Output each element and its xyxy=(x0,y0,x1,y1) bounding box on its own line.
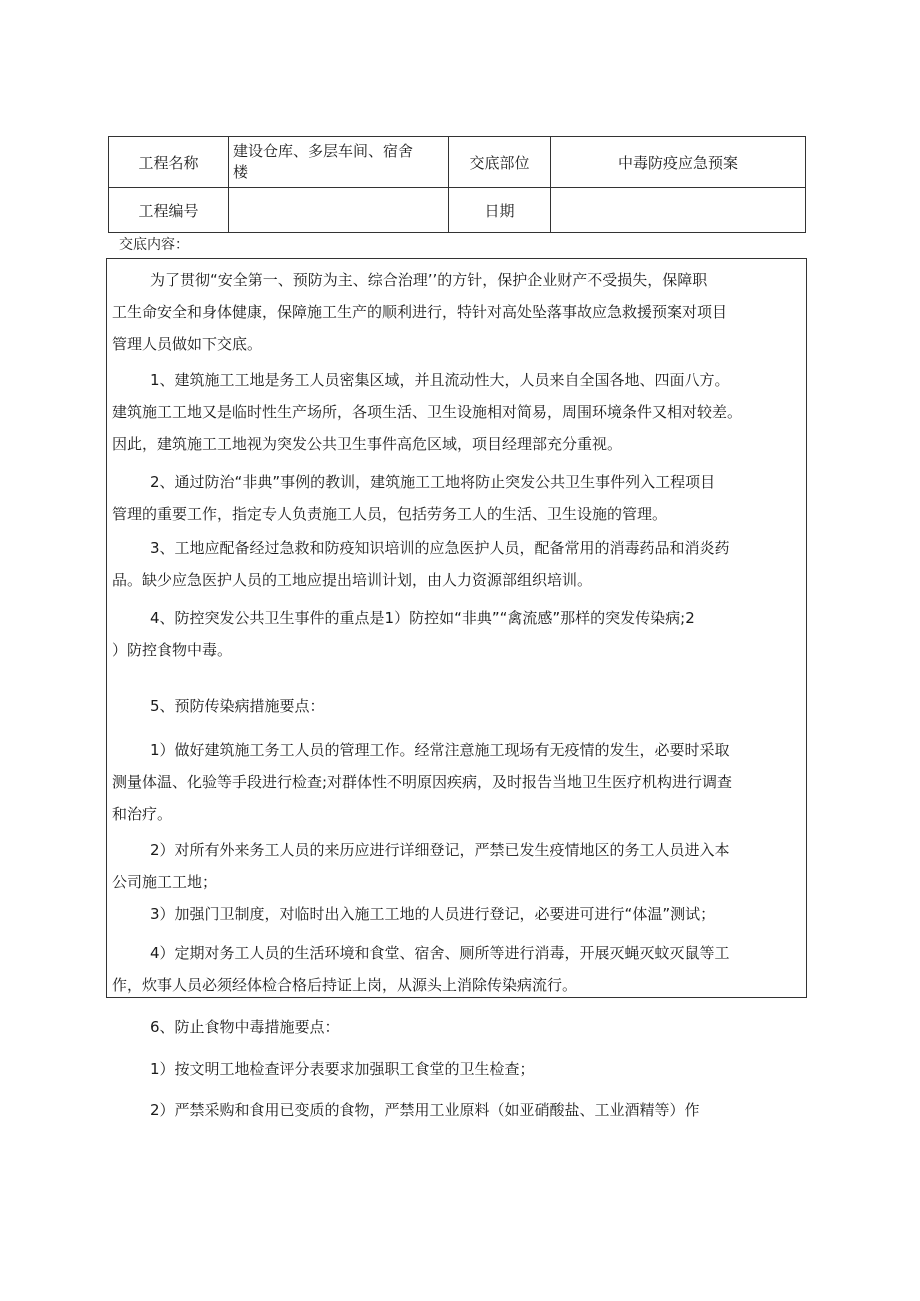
date-value xyxy=(551,188,806,233)
paragraph-line: 测量体温、化验等手段进行检查;对群体性不明原因疾病，及时报告当地卫生医疗机构进行调查 xyxy=(112,773,733,791)
paragraph-line: 1）做好建筑施工务工人员的管理工作。经常注意施工现场有无疫情的发生，必要时采取 xyxy=(150,741,730,759)
paragraph-line: 公司施工工地； xyxy=(112,873,218,891)
paragraph-line: 1）按文明工地检查评分表要求加强职工食堂的卫生检查； xyxy=(150,1060,535,1078)
paragraph xyxy=(112,898,807,930)
paragraph-line: 4）定期对务工人员的生活环境和食堂、宿舍、厕所等进行消毒，开展灭蝇灭蚊灭鼠等工 xyxy=(150,944,730,962)
paragraph xyxy=(112,1094,807,1126)
paragraph-line: 5、预防传染病措施要点： xyxy=(150,697,325,715)
project-name-line-1: 建设仓库、多层车间、宿舍 xyxy=(233,142,414,160)
paragraph-line: 4、防控突发公共卫生事件的重点是1）防控如“非典”“禽流感”那样的突发传染病;2 xyxy=(150,609,695,627)
project-number-label: 工程编号 xyxy=(109,188,229,233)
handover-content-label: 交底内容： xyxy=(119,237,189,253)
paragraph xyxy=(112,264,807,360)
paragraph-line: 1、建筑施工工地是务工人员密集区域，并且流动性大，人员来自全国各地、四面八方。 xyxy=(150,371,730,389)
paragraph-line: ）防控食物中毒。 xyxy=(112,641,233,659)
paragraph xyxy=(112,690,807,722)
paragraph xyxy=(112,602,807,666)
header-row-1 xyxy=(109,137,806,188)
project-name-label: 工程名称 xyxy=(109,137,229,188)
paragraph xyxy=(112,1053,807,1085)
paragraph xyxy=(112,532,807,596)
project-name-value xyxy=(229,137,449,188)
paragraph-line: 工生命安全和身体健康，保障施工生产的顺利进行，特针对高处坠落事故应急救援预案对项目 xyxy=(112,303,728,321)
project-number-value xyxy=(229,188,449,233)
paragraph xyxy=(112,1011,807,1043)
paragraph-line: 管理人员做如下交底。 xyxy=(112,335,263,353)
paragraph-line: 3、工地应配备经过急救和防疫知识培训的应急医护人员，配备常用的消毒药品和消炎药 xyxy=(150,539,730,557)
paragraph-line: 3）加强门卫制度，对临时出入施工工地的人员进行登记，必要进可进行“体温”测试； xyxy=(150,905,716,923)
paragraph xyxy=(112,937,807,1001)
header-row-2 xyxy=(109,188,806,233)
header-table xyxy=(108,136,806,233)
paragraph-line: 和治疗。 xyxy=(112,805,173,823)
paragraph-line: 为了贯彻“安全第一、预防为主、综合治理’’的方针，保护企业财产不受损失，保障职 xyxy=(150,271,708,289)
paragraph-line: 品。缺少应急医护人员的工地应提出培训计划，由人力资源部组织培训。 xyxy=(112,571,593,589)
paragraph-line: 6、防止食物中毒措施要点： xyxy=(150,1018,340,1036)
paragraph-line: 管理的重要工作，指定专人负责施工人员，包括劳务工人的生活、卫生设施的管理。 xyxy=(112,505,668,523)
paragraph xyxy=(112,834,807,898)
handover-part-value: 中毒防疫应急预案 xyxy=(551,137,806,188)
paragraph xyxy=(112,734,807,830)
date-label: 日期 xyxy=(449,188,551,233)
paragraph-line: 2）对所有外来务工人员的来历应进行详细登记，严禁已发生疫情地区的务工人员进入本 xyxy=(150,841,730,859)
project-name-line-2: 楼 xyxy=(233,163,249,181)
paragraph xyxy=(112,364,807,460)
paragraph-line: 因此，建筑施工工地视为突发公共卫生事件高危区域，项目经理部充分重视。 xyxy=(112,435,623,453)
paragraph-line: 建筑施工工地又是临时性生产场所，各项生活、卫生设施相对简易，周围环境条件又相对较差。 xyxy=(112,403,743,421)
handover-part-label: 交底部位 xyxy=(449,137,551,188)
paragraph-line: 作，炊事人员必须经体检合格后持证上岗，从源头上消除传染病流行。 xyxy=(112,976,578,994)
paragraph-line: 2、通过防治“非典”事例的教训，建筑施工工地将防止突发公共卫生事件列入工程项目 xyxy=(150,473,716,491)
paragraph xyxy=(112,466,807,530)
paragraph-line: 2）严禁采购和食用已变质的食物，严禁用工业原料（如亚硝酸盐、工业酒精等）作 xyxy=(150,1101,700,1119)
